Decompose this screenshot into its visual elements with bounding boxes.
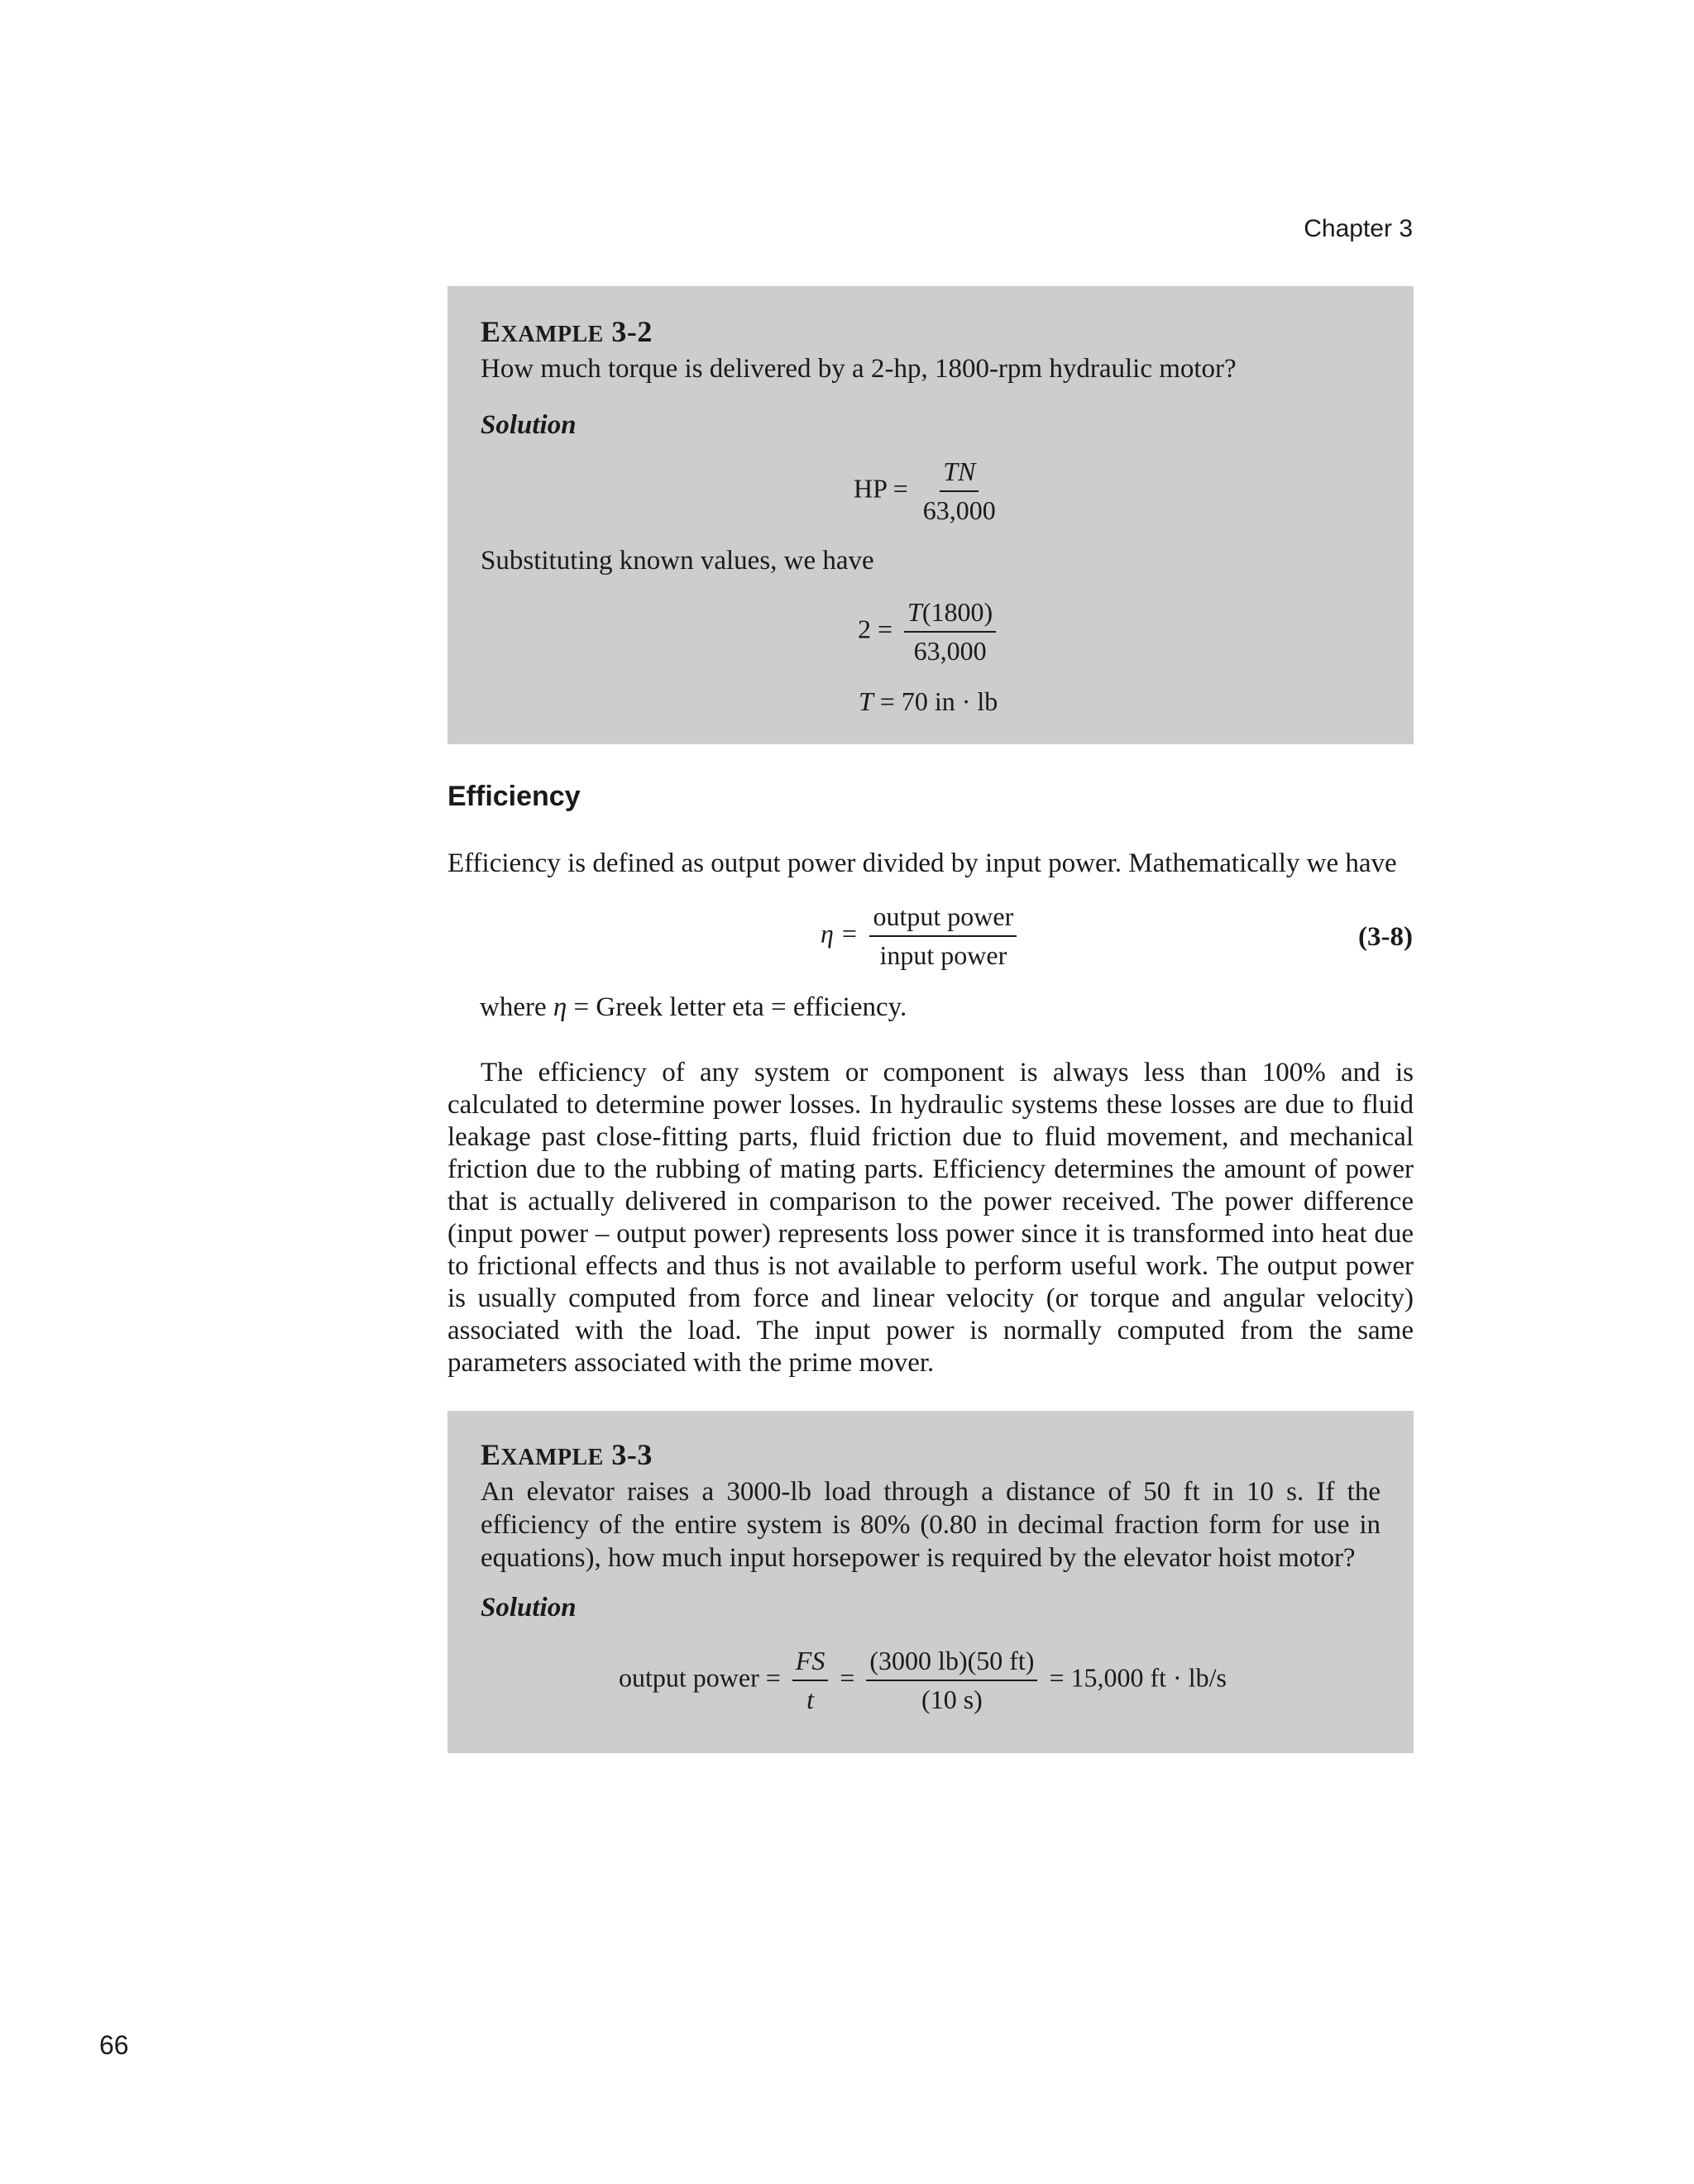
example-3-2-solution-label: Solution <box>481 410 577 440</box>
section-heading-efficiency: Efficiency <box>447 781 581 812</box>
chapter-header: Chapter 3 <box>1304 215 1413 242</box>
equation-substituted: 2 = $\frac{T(1800)}{63,000}$ <box>858 597 1001 667</box>
output-power-equation: output power = $\frac{FS}{t}$ = $\frac{(3000 lb)(50 ft)}{(10 s)}$ = 15,000 ft · lb/s <box>619 1646 1227 1714</box>
example-3-3-title: EXAMPLE 3-3 <box>481 1438 653 1471</box>
page-number: 66 <box>99 2030 129 2060</box>
efficiency-intro: Efficiency is defined as output power divided by input power. Mathematically we have <box>447 848 1397 878</box>
efficiency-paragraph: The efficiency of any system or component is always less than 100% and is calculated to determine power losses. In hydraulic systems these losses are due to fluid leakage past close-fitting parts, fluid friction due to fluid movement, and mechanical friction due to the rubbing of mating parts. Efficiency determines the amount of power that is actually delivered in comparison to the power received. The power difference (input power – output power) represents loss power since it is transformed into heat due to frictional effects and thus is not available to perform useful work. The output power is usually computed from force and linear velocity (or torque and angular velocity) associated with the load. The input power is normally computed from the same parameters associated with the prime mover. <box>447 1058 1414 1378</box>
example-3-3-solution-label: Solution <box>481 1593 577 1622</box>
equation-hp: HP = $\frac{TN}{63,000}$ <box>854 456 996 525</box>
substitution-text: Substituting known values, we have <box>481 546 874 576</box>
equation-number: (3-8) <box>1358 922 1413 952</box>
equation-torque-result: T = 70 in · lb <box>859 686 998 716</box>
efficiency-equation: η = $\frac{\text{output power}}{\text{input power}}$ <box>821 901 1022 971</box>
example-3-3-question: An elevator raises a 3000-lb load through a distance of 50 ft in 10 s. If the efficiency of the entire system is 80% (0.80 in decimal fraction form for use in equations), how much input horsepower is required by the elevator hoist motor? <box>481 1477 1381 1573</box>
eta-definition: where η = Greek letter eta = efficiency. <box>480 992 907 1022</box>
example-3-2-question: How much torque is delivered by a 2-hp, 1800-rpm hydraulic motor? <box>481 354 1237 384</box>
example-3-2-title: EXAMPLE 3-2 <box>481 315 653 348</box>
